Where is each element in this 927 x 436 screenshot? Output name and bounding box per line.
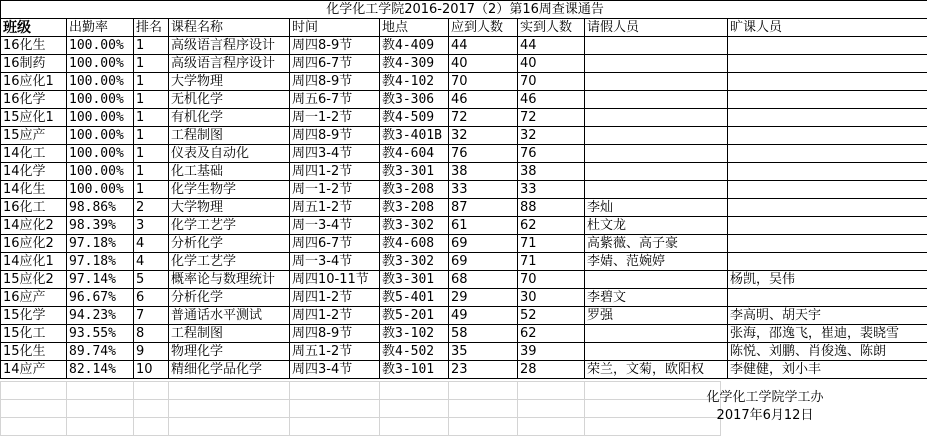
cell-time[interactable]: 周四8-9节 — [290, 37, 380, 55]
cell-leave[interactable] — [585, 91, 728, 109]
cell-time[interactable]: 周一3-4节 — [290, 253, 380, 271]
empty-cell[interactable] — [290, 400, 380, 418]
cell-place[interactable]: 教3-306 — [380, 91, 449, 109]
cell-place[interactable]: 教3-302 — [380, 253, 449, 271]
cell-rate[interactable]: 89.74% — [67, 343, 134, 361]
cell-place[interactable]: 教3-301 — [380, 163, 449, 181]
table-row — [1, 253, 927, 271]
cell-absent[interactable] — [728, 289, 927, 307]
table-row — [1, 217, 927, 235]
cell-rate[interactable]: 97.18% — [67, 235, 134, 253]
cell-rate[interactable]: 100.00% — [67, 37, 134, 55]
table-row — [1, 73, 927, 91]
empty-cell[interactable] — [134, 382, 169, 400]
cell-place[interactable]: 教4-502 — [380, 343, 449, 361]
cell-actual[interactable]: 76 — [518, 145, 585, 163]
cell-rank[interactable]: 1 — [134, 163, 169, 181]
cell-class[interactable]: 16化学 — [1, 91, 67, 109]
empty-cell[interactable] — [67, 400, 134, 418]
cell-course[interactable]: 概率论与数理统计 — [169, 271, 290, 289]
cell-class[interactable]: 15应化1 — [1, 109, 67, 127]
cell-absent[interactable] — [728, 181, 927, 199]
cell-actual[interactable]: 62 — [518, 217, 585, 235]
cell-place[interactable]: 教4-608 — [380, 235, 449, 253]
cell-actual[interactable]: 46 — [518, 91, 585, 109]
table-row — [1, 181, 927, 199]
cell-rank[interactable]: 2 — [134, 199, 169, 217]
cell-expected[interactable]: 49 — [449, 307, 518, 325]
cell-actual[interactable]: 30 — [518, 289, 585, 307]
cell-class[interactable]: 16制药 — [1, 55, 67, 73]
cell-place[interactable]: 教3-302 — [380, 217, 449, 235]
cell-course[interactable]: 化工基础 — [169, 163, 290, 181]
header-class[interactable]: 班级 — [1, 19, 67, 37]
cell-absent[interactable] — [728, 109, 927, 127]
cell-absent[interactable]: 杨凯，吴伟 — [728, 271, 927, 289]
cell-expected[interactable]: 35 — [449, 343, 518, 361]
cell-class[interactable]: 14应化1 — [1, 253, 67, 271]
cell-rank[interactable]: 4 — [134, 235, 169, 253]
cell-absent[interactable] — [728, 145, 927, 163]
table-row — [1, 37, 927, 55]
cell-place[interactable]: 教3-401B — [380, 127, 449, 145]
cell-rank[interactable]: 7 — [134, 307, 169, 325]
cell-rank[interactable]: 8 — [134, 325, 169, 343]
empty-cell[interactable] — [449, 382, 518, 400]
empty-cell[interactable] — [449, 400, 518, 418]
empty-cell[interactable] — [67, 418, 134, 436]
cell-class[interactable]: 14化学 — [1, 163, 67, 181]
empty-cell[interactable] — [380, 382, 449, 400]
cell-expected[interactable]: 32 — [449, 127, 518, 145]
empty-cell[interactable] — [290, 382, 380, 400]
cell-leave[interactable] — [585, 127, 728, 145]
header-course[interactable]: 课程名称 — [169, 19, 290, 37]
cell-absent[interactable]: 李高明、胡天宇 — [728, 307, 927, 325]
cell-course[interactable]: 精细化学品化学 — [169, 361, 290, 379]
cell-course[interactable]: 工程制图 — [169, 325, 290, 343]
cell-class[interactable]: 14化工 — [1, 145, 67, 163]
cell-leave[interactable]: 李碧文 — [585, 289, 728, 307]
cell-course[interactable]: 化学工艺学 — [169, 217, 290, 235]
cell-rate[interactable]: 100.00% — [67, 91, 134, 109]
empty-grid-rows — [0, 381, 721, 436]
cell-rate[interactable]: 100.00% — [67, 145, 134, 163]
cell-class[interactable]: 14应产 — [1, 361, 67, 379]
cell-rate[interactable]: 96.67% — [67, 289, 134, 307]
cell-class[interactable]: 14应化2 — [1, 217, 67, 235]
cell-time[interactable]: 周四1-2节 — [290, 289, 380, 307]
cell-rank[interactable]: 1 — [134, 127, 169, 145]
table-row — [1, 235, 927, 253]
cell-leave[interactable]: 李婧、范婉婷 — [585, 253, 728, 271]
cell-course[interactable]: 无机化学 — [169, 91, 290, 109]
cell-actual[interactable]: 70 — [518, 271, 585, 289]
cell-actual[interactable]: 72 — [518, 109, 585, 127]
cell-leave[interactable] — [585, 343, 728, 361]
cell-rate[interactable]: 100.00% — [67, 163, 134, 181]
cell-absent[interactable] — [728, 199, 927, 217]
cell-place[interactable]: 教4-309 — [380, 55, 449, 73]
empty-cell[interactable] — [1, 418, 67, 436]
cell-leave[interactable] — [585, 163, 728, 181]
cell-time[interactable]: 周四1-2节 — [290, 307, 380, 325]
cell-expected[interactable]: 29 — [449, 289, 518, 307]
cell-rank[interactable]: 9 — [134, 343, 169, 361]
cell-rank[interactable]: 1 — [134, 109, 169, 127]
cell-place[interactable]: 教4-604 — [380, 145, 449, 163]
cell-leave[interactable] — [585, 55, 728, 73]
cell-course[interactable]: 分析化学 — [169, 235, 290, 253]
cell-expected[interactable]: 87 — [449, 199, 518, 217]
header-rate[interactable]: 出勤率 — [67, 19, 134, 37]
cell-course[interactable]: 化学工艺学 — [169, 253, 290, 271]
cell-class[interactable]: 14化生 — [1, 181, 67, 199]
cell-class[interactable]: 16应化2 — [1, 235, 67, 253]
cell-class[interactable]: 15化生 — [1, 343, 67, 361]
table-row — [1, 109, 927, 127]
empty-cell[interactable] — [518, 418, 585, 436]
empty-row — [1, 400, 721, 418]
cell-absent[interactable] — [728, 235, 927, 253]
cell-rank[interactable]: 6 — [134, 289, 169, 307]
cell-expected[interactable]: 23 — [449, 361, 518, 379]
cell-leave[interactable] — [585, 325, 728, 343]
cell-time[interactable]: 周四1-2节 — [290, 163, 380, 181]
cell-rate[interactable]: 98.39% — [67, 217, 134, 235]
sheet-title[interactable]: 化学化工学院2016-2017（2）第16周查课通告 — [1, 1, 927, 19]
cell-place[interactable]: 教5-401 — [380, 289, 449, 307]
cell-rate[interactable]: 100.00% — [67, 109, 134, 127]
cell-leave[interactable] — [585, 271, 728, 289]
empty-cell[interactable] — [169, 400, 290, 418]
table-row — [1, 163, 927, 181]
cell-actual[interactable]: 40 — [518, 55, 585, 73]
cell-actual[interactable]: 38 — [518, 163, 585, 181]
header-absent[interactable]: 旷课人员 — [728, 19, 927, 37]
cell-actual[interactable]: 88 — [518, 199, 585, 217]
cell-time[interactable]: 周四6-7节 — [290, 55, 380, 73]
cell-class[interactable]: 16化生 — [1, 37, 67, 55]
table-row — [1, 361, 927, 379]
cell-time[interactable]: 周四3-4节 — [290, 361, 380, 379]
cell-class[interactable]: 16应化1 — [1, 73, 67, 91]
empty-cell[interactable] — [518, 382, 585, 400]
cell-actual[interactable]: 39 — [518, 343, 585, 361]
empty-cell[interactable] — [380, 400, 449, 418]
cell-rate[interactable]: 94.23% — [67, 307, 134, 325]
empty-cell[interactable] — [169, 382, 290, 400]
empty-cell[interactable] — [1, 382, 67, 400]
cell-time[interactable]: 周四8-9节 — [290, 325, 380, 343]
cell-expected[interactable]: 76 — [449, 145, 518, 163]
cell-course[interactable]: 分析化学 — [169, 289, 290, 307]
cell-rank[interactable]: 3 — [134, 217, 169, 235]
empty-cell[interactable] — [380, 418, 449, 436]
cell-expected[interactable]: 70 — [449, 73, 518, 91]
cell-time[interactable]: 周四6-7节 — [290, 235, 380, 253]
footer-org: 化学化工学院学工办 — [680, 386, 850, 405]
cell-expected[interactable]: 40 — [449, 55, 518, 73]
cell-leave[interactable]: 李灿 — [585, 199, 728, 217]
cell-time[interactable]: 周一1-2节 — [290, 181, 380, 199]
cell-expected[interactable]: 69 — [449, 235, 518, 253]
cell-absent[interactable]: 陈悦、刘鹏、肖俊逸、陈朗 — [728, 343, 927, 361]
header-expected[interactable]: 应到人数 — [449, 19, 518, 37]
header-actual[interactable]: 实到人数 — [518, 19, 585, 37]
table-row — [1, 145, 927, 163]
cell-leave[interactable]: 杜文龙 — [585, 217, 728, 235]
cell-absent[interactable] — [728, 91, 927, 109]
cell-absent[interactable] — [728, 37, 927, 55]
cell-time[interactable]: 周四8-9节 — [290, 73, 380, 91]
title-row — [1, 1, 927, 19]
header-row — [1, 19, 927, 37]
cell-rate[interactable]: 97.18% — [67, 253, 134, 271]
cell-leave[interactable] — [585, 37, 728, 55]
cell-time[interactable]: 周四8-9节 — [290, 127, 380, 145]
cell-class[interactable]: 15应化2 — [1, 271, 67, 289]
cell-actual[interactable]: 44 — [518, 37, 585, 55]
empty-cell[interactable] — [449, 418, 518, 436]
cell-place[interactable]: 教3-102 — [380, 325, 449, 343]
table-row — [1, 343, 927, 361]
cell-actual[interactable]: 32 — [518, 127, 585, 145]
cell-leave[interactable]: 荣兰，文菊，欧阳权 — [585, 361, 728, 379]
cell-course[interactable]: 高级语言程序设计 — [169, 37, 290, 55]
cell-actual[interactable]: 71 — [518, 235, 585, 253]
cell-rate[interactable]: 100.00% — [67, 73, 134, 91]
cell-time[interactable]: 周五1-2节 — [290, 199, 380, 217]
table-row — [1, 199, 927, 217]
cell-rate[interactable]: 100.00% — [67, 181, 134, 199]
cell-leave[interactable] — [585, 109, 728, 127]
empty-cell[interactable] — [134, 400, 169, 418]
cell-place[interactable]: 教4-102 — [380, 73, 449, 91]
empty-row — [1, 382, 721, 400]
cell-class[interactable]: 15化学 — [1, 307, 67, 325]
cell-rate[interactable]: 93.55% — [67, 325, 134, 343]
cell-absent[interactable] — [728, 55, 927, 73]
empty-row — [1, 418, 721, 436]
cell-rank[interactable]: 1 — [134, 55, 169, 73]
cell-absent[interactable]: 张海，邵逸飞，崔迪，裴晓雪 — [728, 325, 927, 343]
cell-course[interactable]: 有机化学 — [169, 109, 290, 127]
header-time[interactable]: 时间 — [290, 19, 380, 37]
cell-actual[interactable]: 28 — [518, 361, 585, 379]
cell-absent[interactable] — [728, 253, 927, 271]
cell-expected[interactable]: 33 — [449, 181, 518, 199]
cell-course[interactable]: 普通话水平测试 — [169, 307, 290, 325]
empty-cell[interactable] — [518, 400, 585, 418]
cell-actual[interactable]: 70 — [518, 73, 585, 91]
empty-cell[interactable] — [134, 418, 169, 436]
cell-class[interactable]: 15应产 — [1, 127, 67, 145]
empty-cell[interactable] — [67, 382, 134, 400]
cell-course[interactable]: 化学生物学 — [169, 181, 290, 199]
footer-date: 2017年6月12日 — [680, 404, 850, 423]
cell-leave[interactable]: 罗强 — [585, 307, 728, 325]
cell-rank[interactable]: 10 — [134, 361, 169, 379]
cell-expected[interactable]: 58 — [449, 325, 518, 343]
cell-rank[interactable]: 1 — [134, 145, 169, 163]
cell-rank[interactable]: 1 — [134, 91, 169, 109]
cell-place[interactable]: 教3-301 — [380, 271, 449, 289]
cell-expected[interactable]: 38 — [449, 163, 518, 181]
cell-course[interactable]: 大学物理 — [169, 73, 290, 91]
cell-absent[interactable] — [728, 163, 927, 181]
cell-place[interactable]: 教3-208 — [380, 199, 449, 217]
cell-class[interactable]: 15化工 — [1, 325, 67, 343]
cell-place[interactable]: 教3-208 — [380, 181, 449, 199]
cell-rate[interactable]: 100.00% — [67, 55, 134, 73]
cell-rate[interactable]: 98.86% — [67, 199, 134, 217]
empty-cell[interactable] — [169, 418, 290, 436]
cell-place[interactable]: 教4-509 — [380, 109, 449, 127]
cell-course[interactable]: 高级语言程序设计 — [169, 55, 290, 73]
cell-course[interactable]: 工程制图 — [169, 127, 290, 145]
empty-cell[interactable] — [290, 418, 380, 436]
cell-absent[interactable]: 李健健，刘小丰 — [728, 361, 927, 379]
header-leave[interactable]: 请假人员 — [585, 19, 728, 37]
table-row — [1, 325, 927, 343]
cell-leave[interactable] — [585, 181, 728, 199]
cell-actual[interactable]: 62 — [518, 325, 585, 343]
cell-rank[interactable]: 5 — [134, 271, 169, 289]
table-row — [1, 289, 927, 307]
cell-leave[interactable]: 高紫薇、高子豪 — [585, 235, 728, 253]
cell-expected[interactable]: 44 — [449, 37, 518, 55]
cell-class[interactable]: 16应产 — [1, 289, 67, 307]
cell-course[interactable]: 大学物理 — [169, 199, 290, 217]
cell-rate[interactable]: 100.00% — [67, 127, 134, 145]
cell-place[interactable]: 教5-201 — [380, 307, 449, 325]
cell-time[interactable]: 周五1-2节 — [290, 343, 380, 361]
cell-rank[interactable]: 1 — [134, 37, 169, 55]
empty-cell[interactable] — [1, 400, 67, 418]
cell-expected[interactable]: 69 — [449, 253, 518, 271]
table-row — [1, 307, 927, 325]
cell-expected[interactable]: 72 — [449, 109, 518, 127]
cell-course[interactable]: 物理化学 — [169, 343, 290, 361]
cell-rank[interactable]: 1 — [134, 73, 169, 91]
cell-time[interactable]: 周一1-2节 — [290, 109, 380, 127]
header-place[interactable]: 地点 — [380, 19, 449, 37]
cell-actual[interactable]: 52 — [518, 307, 585, 325]
cell-rate[interactable]: 97.14% — [67, 271, 134, 289]
cell-place[interactable]: 教3-101 — [380, 361, 449, 379]
cell-leave[interactable] — [585, 145, 728, 163]
cell-time[interactable]: 周五6-7节 — [290, 91, 380, 109]
cell-rate[interactable]: 82.14% — [67, 361, 134, 379]
cell-time[interactable]: 周四3-4节 — [290, 145, 380, 163]
cell-expected[interactable]: 68 — [449, 271, 518, 289]
cell-class[interactable]: 16化工 — [1, 199, 67, 217]
cell-leave[interactable] — [585, 73, 728, 91]
cell-expected[interactable]: 61 — [449, 217, 518, 235]
cell-expected[interactable]: 46 — [449, 91, 518, 109]
cell-rank[interactable]: 1 — [134, 181, 169, 199]
table-row — [1, 91, 927, 109]
cell-absent[interactable] — [728, 217, 927, 235]
cell-place[interactable]: 教4-409 — [380, 37, 449, 55]
table-row — [1, 271, 927, 289]
cell-absent[interactable] — [728, 127, 927, 145]
cell-actual[interactable]: 71 — [518, 253, 585, 271]
cell-time[interactable]: 周一3-4节 — [290, 217, 380, 235]
table-row — [1, 55, 927, 73]
cell-absent[interactable] — [728, 73, 927, 91]
cell-actual[interactable]: 33 — [518, 181, 585, 199]
cell-rank[interactable]: 4 — [134, 253, 169, 271]
table-row — [1, 127, 927, 145]
cell-time[interactable]: 周四10-11节 — [290, 271, 380, 289]
header-rank[interactable]: 排名 — [134, 19, 169, 37]
cell-course[interactable]: 仪表及自动化 — [169, 145, 290, 163]
